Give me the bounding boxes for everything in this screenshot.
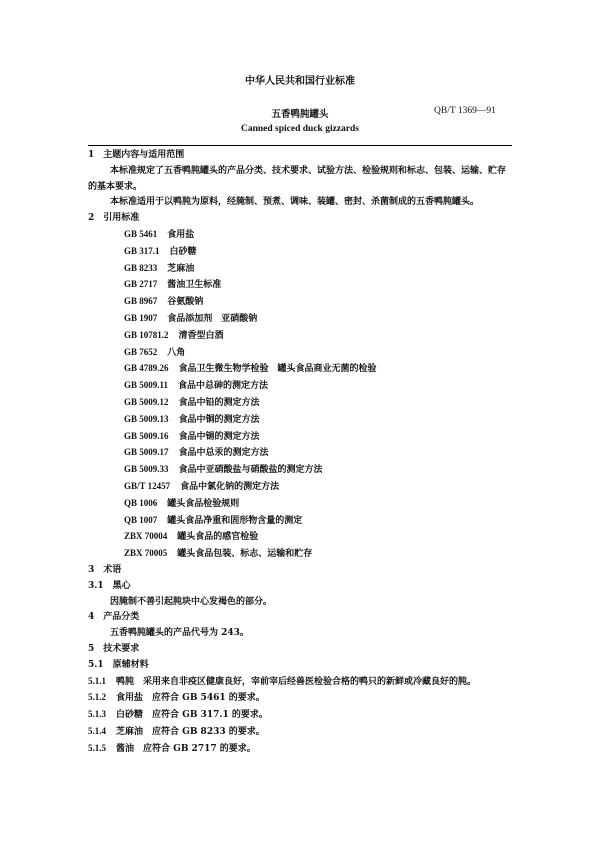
standard-english-title: Canned spiced duck gizzards — [241, 124, 359, 134]
reference-item — [88, 345, 514, 362]
reference-item — [88, 546, 514, 563]
reference-item — [88, 244, 514, 261]
reference-item — [88, 277, 514, 294]
standard-code: QB/T 1369—91 — [434, 106, 496, 116]
clause-5-1-3 — [88, 707, 514, 724]
section-3-heading: 3 术语 — [88, 564, 122, 575]
section-3-1-heading: 3.1 黑心 — [88, 580, 131, 591]
reference-title: 八角 — [167, 347, 186, 358]
reference-list — [88, 227, 514, 563]
reference-code: QB 1006 — [124, 497, 158, 508]
reference-code: ZBX 70005 — [124, 548, 168, 559]
reference-item — [88, 445, 514, 462]
header-rule — [88, 145, 512, 146]
reference-title: 白砂糖 — [169, 246, 197, 257]
reference-item — [88, 227, 514, 244]
reference-item — [88, 462, 514, 479]
reference-title: 食品中锡的测定方法 — [178, 431, 260, 442]
reference-item — [88, 378, 514, 395]
reference-item — [88, 429, 514, 446]
reference-code: GB/T 12457 — [124, 480, 171, 491]
clause-5-1-5 — [88, 741, 514, 758]
clause-number: 5.1.3 — [88, 709, 106, 720]
reference-title: 食品添加剂 亚硝酸钠 — [167, 313, 258, 324]
reference-code: GB 5009.13 — [124, 413, 169, 424]
reference-code: GB 8233 — [124, 262, 158, 273]
reference-code: QB 1007 — [124, 514, 158, 525]
reference-code: GB 1907 — [124, 312, 158, 323]
section-1-heading: 1 主题内容与适用范围 — [88, 150, 185, 160]
section-2-heading: 2 引用标准 — [88, 213, 140, 224]
section-5-1-heading: 5.1 原辅材料 — [88, 659, 149, 670]
reference-code: GB 7652 — [124, 346, 158, 357]
reference-title: 食品卫生微生物学检验 罐头食品商业无菌的检验 — [178, 364, 377, 375]
clause-number: 5.1.4 — [88, 725, 106, 736]
reference-code: GB 5461 — [124, 228, 158, 239]
reference-title: 食品中氯化钠的测定方法 — [180, 481, 280, 492]
reference-title: 谷氨酸钠 — [167, 297, 204, 308]
reference-item — [88, 261, 514, 278]
clause-text: 鸭肫 采用来自非疫区健康良好，宰前宰后经兽医检验合格的鸭只的新鲜或冷藏良好的肫。 — [116, 676, 477, 687]
reference-code: GB 317.1 — [124, 245, 160, 256]
reference-item — [88, 513, 514, 530]
clause-text: 白砂糖 应符合 GB 317.1 的要求。 — [116, 710, 268, 721]
reference-title: 食品中铅的测定方法 — [178, 397, 260, 408]
section-5-heading: 5 技术要求 — [88, 643, 140, 654]
standard-title: 五香鸭肫罐头 — [271, 109, 329, 120]
reference-title: 罐头食品检验规则 — [167, 498, 240, 509]
reference-code: GB 10781.2 — [124, 329, 169, 340]
reference-title: 罐头食品的感官检验 — [177, 532, 259, 543]
clause-text: 芝麻油 应符合 GB 8233 的要求。 — [116, 726, 265, 737]
clause-number: 5.1.5 — [88, 742, 106, 753]
reference-item — [88, 479, 514, 496]
standard-category-title: 中华人民共和国行业标准 — [245, 76, 355, 87]
section-4-text: 五香鸭肫罐头的产品代号为 243。 — [110, 628, 249, 639]
clause-number: 5.1.2 — [88, 692, 106, 703]
reference-title: 食品中总砷的测定方法 — [178, 381, 269, 392]
reference-code: GB 5009.12 — [124, 396, 169, 407]
reference-item — [88, 361, 514, 378]
reference-code: GB 5009.16 — [124, 430, 169, 441]
clause-5-1-4 — [88, 724, 514, 741]
section-1-paragraph-1: 本标准规定了五香鸭肫罐头的产品分类、技术要求、试验方法、检验规则和标志、包装、运输、贮存的基本要求。 — [88, 165, 507, 192]
reference-title: 食用盐 — [167, 229, 195, 240]
reference-title: 罐头食品包装、标志、运输和贮存 — [177, 549, 313, 560]
reference-code: ZBX 70004 — [124, 531, 168, 542]
section-4-heading: 4 产品分类 — [88, 612, 140, 623]
section-1-paragraph-2: 本标准适用于以鸭肫为原料，经腌制、预煮、调味、装罐、密封、杀菌制成的五香鸭肫罐头。 — [110, 197, 480, 208]
reference-code: GB 5009.33 — [124, 464, 169, 475]
reference-item — [88, 395, 514, 412]
clause-text: 酱油 应符合 GB 2717 的要求。 — [116, 743, 256, 754]
reference-item — [88, 328, 514, 345]
reference-code: GB 4789.26 — [124, 363, 169, 374]
reference-title: 食品中亚硝酸盐与硝酸盐的测定方法 — [178, 465, 323, 476]
clause-5-1-2 — [88, 690, 514, 707]
clause-number: 5.1.1 — [88, 675, 106, 686]
reference-item — [88, 311, 514, 328]
reference-item — [88, 529, 514, 546]
reference-title: 芝麻油 — [167, 263, 195, 274]
reference-code: GB 5009.11 — [124, 380, 169, 391]
reference-title: 酱油卫生标准 — [167, 280, 222, 291]
reference-title: 清香型白酒 — [178, 330, 224, 341]
reference-code: GB 5009.17 — [124, 447, 169, 458]
clause-text: 食用盐 应符合 GB 5461 的要求。 — [116, 693, 265, 704]
reference-item — [88, 412, 514, 429]
reference-title: 食品中铜的测定方法 — [178, 414, 260, 425]
reference-item — [88, 496, 514, 513]
document-body — [88, 148, 514, 757]
reference-item — [88, 294, 514, 311]
reference-code: GB 2717 — [124, 279, 158, 290]
section-3-1-text: 因腌制不善引起肫块中心发褐色的部分。 — [110, 596, 273, 607]
reference-title: 食品中总汞的测定方法 — [178, 448, 269, 459]
reference-title: 罐头食品净重和固形物含量的测定 — [167, 515, 303, 526]
reference-code: GB 8967 — [124, 296, 158, 307]
clause-5-1-1 — [88, 674, 514, 691]
